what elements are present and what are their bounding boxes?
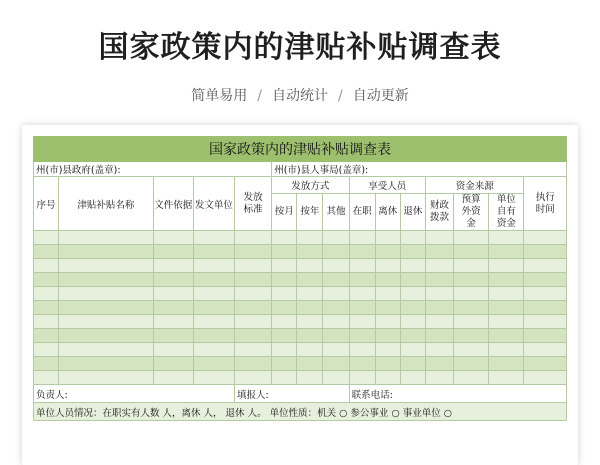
table-cell[interactable]	[59, 231, 153, 245]
table-row	[34, 371, 567, 385]
page-title: 国家政策内的津贴补贴调查表	[98, 30, 502, 65]
header-extra-budget: 预算外资金	[454, 194, 489, 231]
table-cell[interactable]	[349, 371, 375, 385]
table-cell[interactable]	[349, 259, 375, 273]
table-cell[interactable]	[375, 273, 400, 287]
table-cell[interactable]	[235, 329, 272, 343]
table-cell[interactable]	[235, 371, 272, 385]
table-cell[interactable]	[349, 245, 375, 259]
subtitle-item-auto-update: 自动更新	[352, 88, 409, 104]
table-cell[interactable]	[153, 231, 193, 245]
gov-stamp-label: 州(市)县政府(盖章):	[34, 162, 272, 177]
table-cell[interactable]	[59, 357, 153, 371]
table-cell[interactable]	[400, 245, 425, 259]
table-cell[interactable]	[375, 343, 400, 357]
table-cell[interactable]	[425, 287, 453, 301]
table-cell[interactable]	[425, 259, 453, 273]
table-cell[interactable]	[400, 315, 425, 329]
table-cell[interactable]	[59, 301, 153, 315]
table-cell[interactable]	[34, 329, 59, 343]
table-cell[interactable]	[34, 259, 59, 273]
table-cell[interactable]	[454, 343, 489, 357]
subtitle-item-auto-stat: 自动统计	[272, 88, 328, 104]
table-cell[interactable]	[454, 245, 489, 259]
table-cell[interactable]	[425, 371, 453, 385]
table-cell[interactable]	[524, 343, 567, 357]
table-cell[interactable]	[524, 315, 567, 329]
table-cell[interactable]	[375, 287, 400, 301]
table-cell[interactable]	[272, 259, 297, 273]
header-seq: 序号	[34, 177, 59, 231]
table-cell[interactable]	[454, 315, 489, 329]
table-cell[interactable]	[400, 259, 425, 273]
table-cell[interactable]	[425, 273, 453, 287]
table-cell[interactable]	[153, 245, 193, 259]
table-cell[interactable]	[454, 287, 489, 301]
table-cell[interactable]	[34, 245, 59, 259]
table-cell[interactable]	[454, 371, 489, 385]
table-cell[interactable]	[34, 371, 59, 385]
table-cell[interactable]	[193, 273, 234, 287]
table-cell[interactable]	[323, 371, 349, 385]
header-lixiu: 离休	[375, 194, 400, 231]
subtitle-separator: /	[257, 88, 262, 104]
table-cell[interactable]	[375, 301, 400, 315]
table-cell[interactable]	[193, 301, 234, 315]
table-cell[interactable]	[59, 287, 153, 301]
footer-responsible: 负责人:	[34, 385, 235, 403]
table-cell[interactable]	[297, 357, 323, 371]
table-cell[interactable]	[297, 329, 323, 343]
table-cell[interactable]	[323, 329, 349, 343]
table-cell[interactable]	[489, 343, 524, 357]
table-cell[interactable]	[59, 343, 153, 357]
header-funding: 资金来源	[425, 177, 523, 194]
table-cell[interactable]	[323, 287, 349, 301]
form-title: 国家政策内的津贴补贴调查表	[34, 137, 567, 162]
table-cell[interactable]	[524, 231, 567, 245]
table-cell[interactable]	[375, 357, 400, 371]
table-cell[interactable]	[272, 357, 297, 371]
table-cell[interactable]	[425, 343, 453, 357]
table-cell[interactable]	[489, 245, 524, 259]
table-cell[interactable]	[34, 343, 59, 357]
table-cell[interactable]	[375, 315, 400, 329]
table-cell[interactable]	[59, 259, 153, 273]
header-yearly: 按年	[297, 194, 323, 231]
table-cell[interactable]	[59, 273, 153, 287]
table-cell[interactable]	[153, 301, 193, 315]
table-cell[interactable]	[425, 301, 453, 315]
table-row	[34, 343, 567, 357]
table-cell[interactable]	[425, 357, 453, 371]
table-cell[interactable]	[349, 357, 375, 371]
table-cell[interactable]	[34, 357, 59, 371]
table-cell[interactable]	[34, 231, 59, 245]
table-cell[interactable]	[235, 259, 272, 273]
table-cell[interactable]	[272, 315, 297, 329]
table-cell[interactable]	[489, 371, 524, 385]
table-cell[interactable]	[489, 357, 524, 371]
table-row	[34, 329, 567, 343]
table-cell[interactable]	[272, 231, 297, 245]
table-cell[interactable]	[235, 273, 272, 287]
table-cell[interactable]	[524, 273, 567, 287]
table-cell[interactable]	[34, 273, 59, 287]
table-cell[interactable]	[193, 343, 234, 357]
header-name: 津贴补贴名称	[59, 177, 153, 231]
table-cell[interactable]	[400, 371, 425, 385]
table-cell[interactable]	[524, 259, 567, 273]
table-cell[interactable]	[193, 287, 234, 301]
footer-filler: 填报人:	[235, 385, 350, 403]
table-cell[interactable]	[323, 343, 349, 357]
table-cell[interactable]	[425, 245, 453, 259]
table-cell[interactable]	[193, 371, 234, 385]
table-cell[interactable]	[153, 315, 193, 329]
table-cell[interactable]	[489, 259, 524, 273]
table-cell[interactable]	[375, 329, 400, 343]
table-cell[interactable]	[235, 301, 272, 315]
table-cell[interactable]	[349, 315, 375, 329]
table-cell[interactable]	[454, 259, 489, 273]
table-cell[interactable]	[349, 287, 375, 301]
table-cell[interactable]	[454, 357, 489, 371]
table-cell[interactable]	[153, 343, 193, 357]
table-cell[interactable]	[400, 231, 425, 245]
table-cell[interactable]	[272, 343, 297, 357]
header-basis: 文件依据	[153, 177, 193, 231]
table-cell[interactable]	[454, 231, 489, 245]
table-cell[interactable]	[235, 231, 272, 245]
header-exec-time: 执行时间	[524, 177, 567, 231]
table-cell[interactable]	[59, 245, 153, 259]
table-cell[interactable]	[193, 231, 234, 245]
table-cell[interactable]	[375, 245, 400, 259]
table-cell[interactable]	[425, 315, 453, 329]
table-cell[interactable]	[193, 315, 234, 329]
table-cell[interactable]	[524, 301, 567, 315]
table-cell[interactable]	[297, 273, 323, 287]
table-cell[interactable]	[297, 245, 323, 259]
table-cell[interactable]	[59, 329, 153, 343]
table-cell[interactable]	[193, 245, 234, 259]
table-row	[34, 259, 567, 273]
table-cell[interactable]	[59, 371, 153, 385]
table-row	[34, 357, 567, 371]
table-cell[interactable]	[400, 287, 425, 301]
table-cell[interactable]	[349, 343, 375, 357]
table-cell[interactable]	[524, 245, 567, 259]
table-cell[interactable]	[235, 245, 272, 259]
table-cell[interactable]	[489, 287, 524, 301]
table-cell[interactable]	[375, 259, 400, 273]
table-cell[interactable]	[524, 371, 567, 385]
table-cell[interactable]	[297, 301, 323, 315]
table-cell[interactable]	[349, 231, 375, 245]
table-cell[interactable]	[454, 273, 489, 287]
table-cell[interactable]	[153, 287, 193, 301]
hr-stamp-label: 州(市)县人事局(盖章):	[272, 162, 567, 177]
table-cell[interactable]	[489, 301, 524, 315]
table-cell[interactable]	[297, 231, 323, 245]
footer-phone: 联系电话:	[349, 385, 566, 403]
table-cell[interactable]	[297, 259, 323, 273]
table-cell[interactable]	[272, 329, 297, 343]
table-cell[interactable]	[425, 231, 453, 245]
table-cell[interactable]	[375, 231, 400, 245]
table-cell[interactable]	[59, 315, 153, 329]
header-monthly: 按月	[272, 194, 297, 231]
table-cell[interactable]	[235, 357, 272, 371]
table-cell[interactable]	[153, 371, 193, 385]
table-cell[interactable]	[489, 273, 524, 287]
header-other: 其他	[323, 194, 349, 231]
table-cell[interactable]	[235, 315, 272, 329]
table-cell[interactable]	[400, 301, 425, 315]
table-cell[interactable]	[489, 231, 524, 245]
survey-form-table	[33, 136, 567, 421]
table-row	[34, 315, 567, 329]
table-cell[interactable]	[272, 287, 297, 301]
table-cell[interactable]	[489, 329, 524, 343]
subtitle-item-easy: 简单易用	[191, 88, 248, 104]
table-cell[interactable]	[297, 315, 323, 329]
table-cell[interactable]	[400, 357, 425, 371]
table-cell[interactable]	[400, 329, 425, 343]
table-cell[interactable]	[349, 301, 375, 315]
table-cell[interactable]	[272, 273, 297, 287]
table-cell[interactable]	[153, 273, 193, 287]
table-cell[interactable]	[400, 343, 425, 357]
table-cell[interactable]	[272, 245, 297, 259]
header-standard: 发放标准	[235, 177, 272, 231]
header-active: 在职	[349, 194, 375, 231]
subtitle	[0, 85, 600, 105]
table-cell[interactable]	[34, 301, 59, 315]
table-cell[interactable]	[323, 301, 349, 315]
header-retired: 退休	[400, 194, 425, 231]
table-cell[interactable]	[375, 371, 400, 385]
header-issuer: 发文单位	[193, 177, 234, 231]
table-cell[interactable]	[524, 287, 567, 301]
subtitle-separator: /	[338, 88, 343, 104]
table-cell[interactable]	[323, 273, 349, 287]
table-cell[interactable]	[323, 231, 349, 245]
table-cell[interactable]	[400, 273, 425, 287]
table-cell[interactable]	[297, 343, 323, 357]
table-cell[interactable]	[425, 329, 453, 343]
table-cell[interactable]	[193, 259, 234, 273]
table-cell[interactable]	[272, 301, 297, 315]
table-cell[interactable]	[489, 315, 524, 329]
table-cell[interactable]	[323, 315, 349, 329]
table-row	[34, 231, 567, 245]
table-cell[interactable]	[34, 287, 59, 301]
table-cell[interactable]	[34, 315, 59, 329]
header-fiscal: 财政拨款	[425, 194, 453, 231]
table-cell[interactable]	[272, 371, 297, 385]
table-cell[interactable]	[323, 259, 349, 273]
table-cell[interactable]	[193, 357, 234, 371]
table-cell[interactable]	[349, 273, 375, 287]
footer-unit-info: 单位人员情况：在职实有人数 人，离休 人， 退休 人。 单位性质：机关 ○ 参公事业 ○ 事业单位 ○	[34, 403, 567, 421]
table-row	[34, 287, 567, 301]
table-cell[interactable]	[153, 259, 193, 273]
table-cell[interactable]	[454, 301, 489, 315]
table-cell[interactable]	[323, 245, 349, 259]
table-cell[interactable]	[323, 357, 349, 371]
table-cell[interactable]	[235, 287, 272, 301]
header-own-funds: 单位自有资金	[489, 194, 524, 231]
header-recipients: 享受人员	[349, 177, 425, 194]
table-row	[34, 273, 567, 287]
table-cell[interactable]	[524, 329, 567, 343]
table-cell[interactable]	[153, 357, 193, 371]
table-cell[interactable]	[349, 329, 375, 343]
table-row	[34, 301, 567, 315]
table-cell[interactable]	[153, 329, 193, 343]
table-row	[34, 245, 567, 259]
header-method: 发放方式	[272, 177, 349, 194]
table-cell[interactable]	[297, 287, 323, 301]
table-cell[interactable]	[297, 371, 323, 385]
table-cell[interactable]	[235, 343, 272, 357]
table-cell[interactable]	[193, 329, 234, 343]
table-cell[interactable]	[524, 357, 567, 371]
table-cell[interactable]	[454, 329, 489, 343]
